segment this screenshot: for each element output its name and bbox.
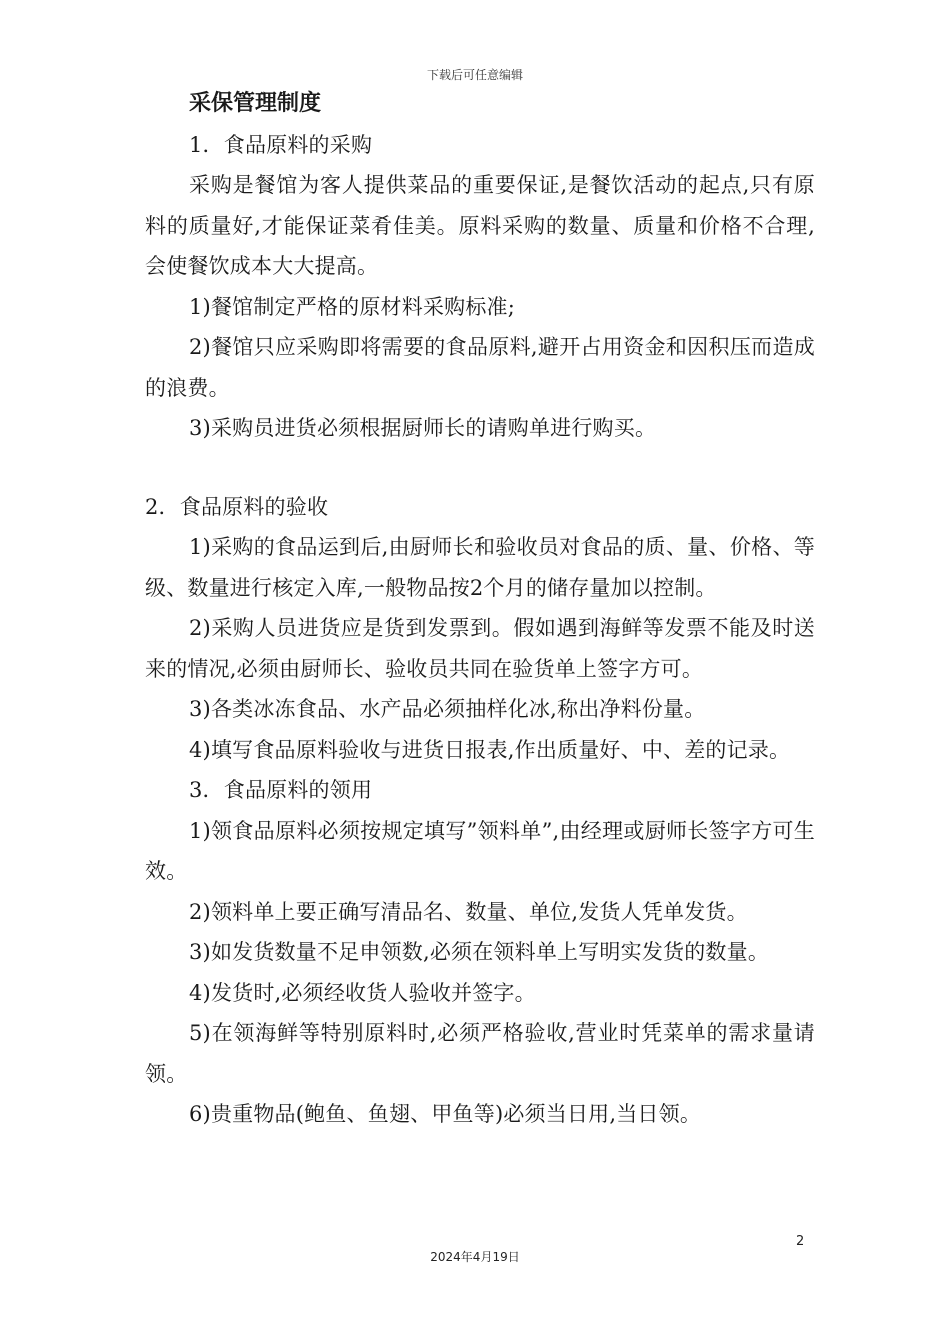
section-3-item-4: 4)发货时,必须经收货人验收并签字。 (189, 980, 536, 1005)
section-2-item-3: 3)各类冰冻食品、水产品必须抽样化冰,称出净料份量。 (189, 697, 706, 721)
section-1-heading: 1．食品原料的采购 (189, 132, 373, 157)
section-1-intro: 采购是餐馆为客人提供菜品的重要保证,是餐饮活动的起点,只有原料的质量好,才能保证菜肴佳美。原料采购的数量、质量和价格不合理,会使餐饮成本大大提高。 (145, 173, 815, 278)
section-3-item-6: 6)贵重物品(鲍鱼、鱼翅、甲鱼等)必须当日用,当日领。 (189, 1102, 702, 1126)
section-3-item-2: 2)领料单上要正确写清品名、数量、单位,发货人凭单发货。 (189, 899, 748, 924)
document-title: 采保管理制度 (189, 91, 322, 116)
footer-date: 2024年4月19日 (430, 1250, 520, 1264)
section-3-item-1: 1)领食品原料必须按规定填写”领料单”,由经理或厨师长签字方可生效。 (145, 818, 815, 883)
section-2-item-2: 2)采购人员进货应是货到发票到。假如遇到海鲜等发票不能及时送来的情况,必须由厨师长、验收员共同在验货单上签字方可。 (145, 616, 815, 681)
page-number: 2 (796, 1234, 805, 1249)
section-2-heading: 2．食品原料的验收 (145, 494, 329, 519)
section-3-item-3: 3)如发货数量不足申领数,必须在领料单上写明实发货的数量。 (189, 940, 770, 964)
section-3-item-5: 5)在领海鲜等特别原料时,必须严格验收,营业时凭菜单的需求量请领。 (145, 1021, 815, 1086)
section-2-item-1: 1)采购的食品运到后,由厨师长和验收员对食品的质、量、价格、等级、数量进行核定入库,一般物品按2个月的储存量加以控制。 (145, 535, 815, 600)
section-1-item-1: 1)餐馆制定严格的原材料采购标准; (189, 294, 516, 319)
section-3-heading: 3．食品原料的领用 (189, 778, 373, 802)
section-1-item-3: 3)采购员进货必须根据厨师长的请购单进行购买。 (189, 416, 657, 440)
section-2-item-4: 4)填写食品原料验收与进货日报表,作出质量好、中、差的记录。 (189, 737, 791, 762)
spacer (145, 449, 815, 487)
document-body (145, 84, 815, 1135)
section-1-item-2: 2)餐馆只应采购即将需要的食品原料,避开占用资金和因积压而造成的浪费。 (145, 335, 815, 400)
header-note: 下载后可任意编辑 (426, 68, 523, 82)
